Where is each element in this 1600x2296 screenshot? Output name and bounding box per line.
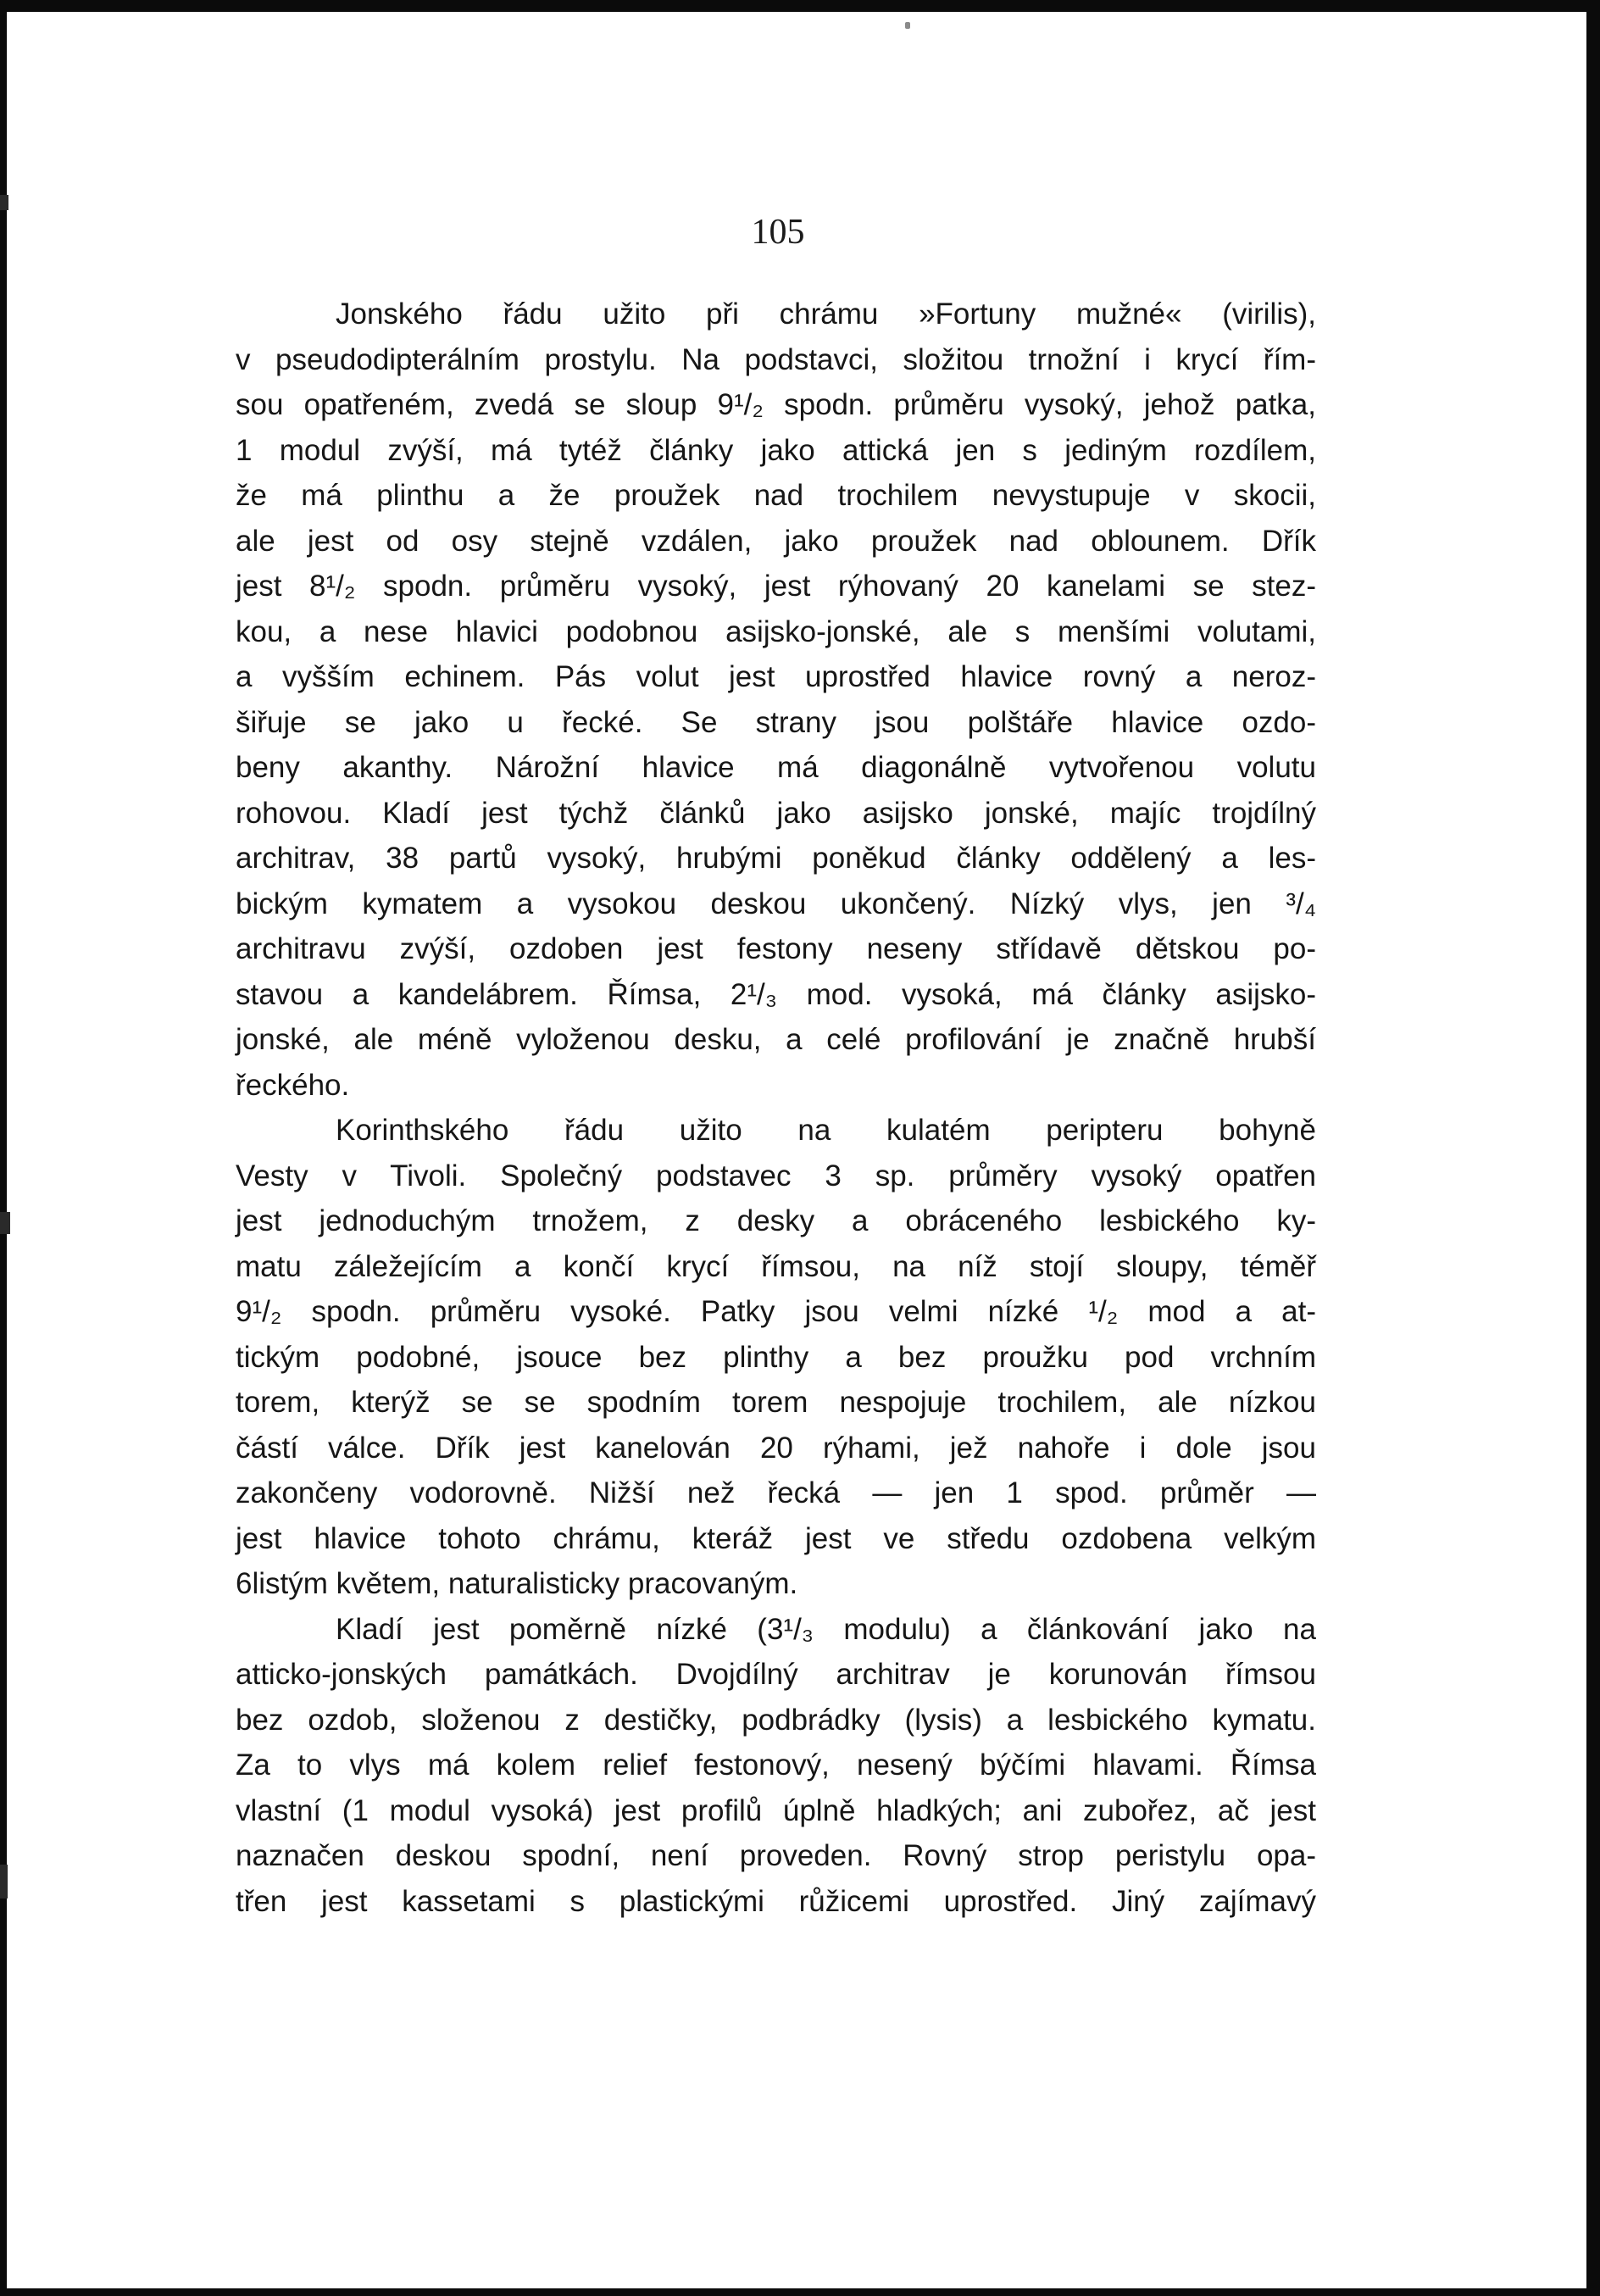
text-line: sou opatřeném, zvedá se sloup 9¹/₂ spodn. průměru vysoký, jehož patka, — [236, 388, 1316, 421]
text-line: Jonského řádu užito při chrámu »Fortuny mužné« (virilis), — [336, 297, 1316, 331]
scan-speck — [905, 22, 910, 29]
text-line: zakončeny vodorovně. Nižší než řecká — jen 1 spod. průměr — — [236, 1476, 1316, 1509]
text-line: řeckého. — [236, 1068, 350, 1102]
text-line: Vesty v Tivoli. Společný podstavec 3 sp. průměry vysoký opatřen — [236, 1159, 1316, 1192]
text-line: částí válce. Dřík jest kanelován 20 rýhami, jež nahoře i dole jsou — [236, 1431, 1316, 1465]
body-text — [236, 292, 1316, 1924]
text-line: Kladí jest poměrně nízké (3¹/₃ modulu) a článkování jako na — [336, 1612, 1316, 1646]
page-number: 105 — [751, 213, 805, 252]
text-line: že má plinthu a že proužek nad trochilem nevystupuje v skocii, — [236, 479, 1316, 512]
text-line: architravu zvýší, ozdoben jest festony neseny střídavě dětskou po- — [236, 932, 1316, 965]
margin-mark — [0, 1212, 10, 1234]
text-line: a vyšším echinem. Pás volut jest uprostřed hlavice rovný a neroz- — [236, 660, 1316, 693]
text-line: 1 modul zvýší, má tytéž články jako attická jen s jediným rozdílem, — [236, 433, 1316, 467]
text-line: torem, kterýž se se spodním torem nespojuje trochilem, ale nízkou — [236, 1386, 1316, 1419]
text-line: architrav, 38 partů vysoký, hrubými poněkud články oddělený a les- — [236, 842, 1316, 875]
text-line: stavou a kandelábrem. Římsa, 2¹/₃ mod. vysoká, má články asijsko- — [236, 977, 1316, 1011]
text-line: kou, a nese hlavici podobnou asijsko-jonské, ale s menšími volutami, — [236, 614, 1316, 648]
text-line: třen jest kassetami s plastickými růžicemi uprostřed. Jiný zajímavý — [236, 1884, 1316, 1918]
text-line: beny akanthy. Nárožní hlavice má diagonálně vytvořenou volutu — [236, 751, 1316, 784]
text-line: vlastní (1 modul vysoká) jest profilů úplně hladkých; ani zubořez, ač jest — [236, 1793, 1316, 1827]
scanned-page — [7, 12, 1586, 2288]
text-line: bez ozdob, složenou z destičky, podbrádky (lysis) a lesbického kymatu. — [236, 1703, 1316, 1737]
text-line: rohovou. Kladí jest týchž článků jako asijsko jonské, majíc trojdílný — [236, 796, 1316, 830]
text-line: tickým podobné, jsouce bez plinthy a bez proužku pod vrchním — [236, 1340, 1316, 1374]
text-line: 6listým květem, naturalisticky pracovaným. — [236, 1567, 798, 1600]
text-line: v pseudodipterálním prostylu. Na podstavci, složitou trnožní i krycí řím- — [236, 342, 1316, 376]
text-line: atticko-jonských památkách. Dvojdílný architrav je korunován římsou — [236, 1658, 1316, 1691]
text-line: ale jest od osy stejně vzdálen, jako proužek nad oblounem. Dřík — [236, 524, 1316, 558]
margin-mark — [0, 195, 8, 210]
text-line: jest jednoduchým trnožem, z desky a obráceného lesbického ky- — [236, 1204, 1316, 1237]
text-line: jest 8¹/₂ spodn. průměru vysoký, jest rýhovaný 20 kanelami se stez- — [236, 570, 1316, 603]
text-line: 9¹/₂ spodn. průměru vysoké. Patky jsou velmi nízké ¹/₂ mod a at- — [236, 1295, 1316, 1328]
text-line: bickým kymatem a vysokou deskou ukončený. Nízký vlys, jen ³/₄ — [236, 887, 1316, 920]
margin-mark — [0, 1865, 8, 1899]
text-line: šiřuje se jako u řecké. Se strany jsou polštáře hlavice ozdo- — [236, 705, 1316, 739]
text-line: naznačen deskou spodní, není proveden. Rovný strop peristylu opa- — [236, 1839, 1316, 1872]
text-line: jest hlavice tohoto chrámu, kteráž jest ve středu ozdobena velkým — [236, 1521, 1316, 1555]
text-line: Korinthského řádu užito na kulatém peripteru bohyně — [336, 1114, 1316, 1147]
text-line: matu záležejícím a končí krycí římsou, na níž stojí sloupy, téměř — [236, 1249, 1316, 1283]
text-line: Za to vlys má kolem relief festonový, nesený býčími hlavami. Římsa — [236, 1748, 1316, 1782]
text-line: jonské, ale méně vyloženou desku, a celé profilování je značně hrubší — [236, 1023, 1316, 1056]
